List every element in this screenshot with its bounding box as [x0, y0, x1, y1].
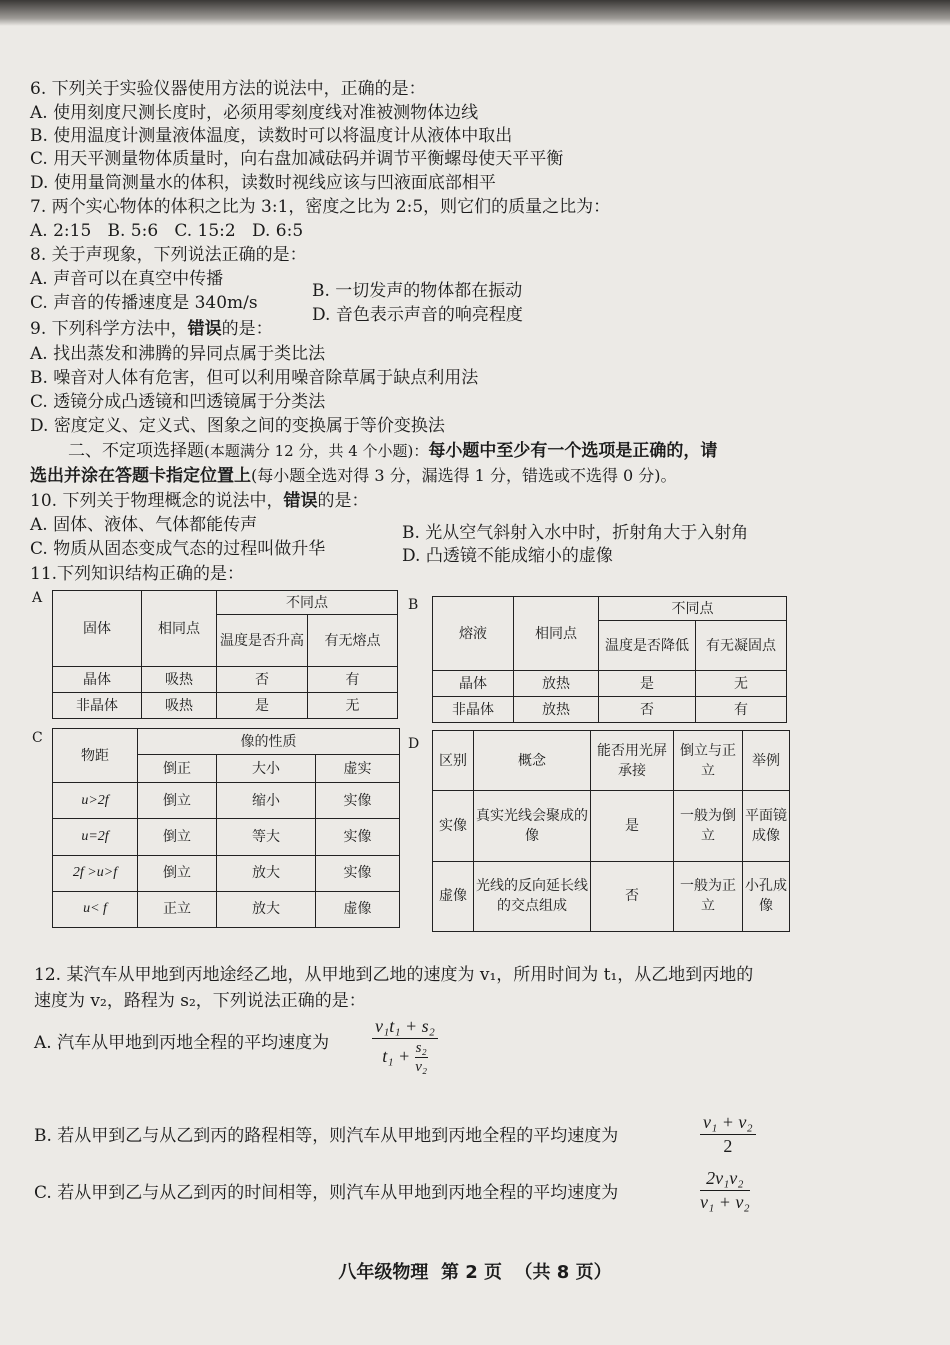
table-b-header: 温度是否降低 [599, 621, 696, 671]
table-cell: 否 [217, 667, 308, 693]
table-b-label: B [408, 597, 419, 613]
table-cell: 非晶体 [53, 693, 142, 719]
table-cell: 虚像 [316, 891, 400, 927]
table-row [433, 697, 787, 723]
table-cell: 有 [696, 697, 787, 723]
q12-formula-a [372, 1016, 438, 1076]
table-cell: 倒立 [138, 855, 217, 891]
q9-option-c: C. 透镜分成凸透镜和凹透镜属于分类法 [30, 392, 326, 412]
table-cell: 是 [591, 791, 674, 861]
section2-heading: 二、不定项选择题(本题满分 12 分，共 4 个小题)：每小题中至少有一个选项是正确的，请 [68, 441, 718, 461]
table-a-header: 相同点 [142, 591, 217, 667]
q6-stem: 6. 下列关于实验仪器使用方法的说法中，正确的是： [30, 79, 426, 99]
q12-option-a: A. 汽车从甲地到丙地全程的平均速度为 [34, 1033, 330, 1053]
table-cell: 否 [599, 697, 696, 723]
q12-option-c: C. 若从甲到乙与从乙到丙的时间相等，则汽车从甲地到丙地全程的平均速度为 [34, 1183, 619, 1203]
table-cell: 一般为倒立 [674, 791, 743, 861]
q10-stem: 10. 下列关于物理概念的说法中，错误的是： [30, 491, 369, 511]
table-d-header: 举例 [743, 731, 790, 791]
formula-a-inner-denominator: v₂ [415, 1059, 428, 1075]
table-d-header: 概念 [474, 731, 591, 791]
table-b [432, 596, 787, 723]
table-c-header: 虚实 [316, 755, 400, 783]
table-cell: 缩小 [217, 783, 316, 819]
q7-options: A. 2:15 B. 5:6 C. 15:2 D. 6:5 [30, 221, 304, 241]
q8-option-b: B. 一切发声的物体都在振动 [312, 281, 523, 301]
table-cell: 一般为正立 [674, 861, 743, 931]
table-cell: 光线的反向延长线的交点组成 [474, 861, 591, 931]
table-c-label: C [32, 730, 43, 746]
table-a-header: 固体 [53, 591, 142, 667]
q9-option-d: D. 密度定义、定义式、图象之间的变换属于等价变换法 [30, 416, 445, 436]
table-d-header: 能否用光屏承接 [591, 731, 674, 791]
formula-a-inner-numerator: s₂ [415, 1040, 427, 1056]
table-cell: 实像 [433, 791, 474, 861]
table-a-header: 温度是否升高 [217, 615, 308, 667]
table-c-header: 像的性质 [138, 729, 400, 755]
table-cell: 2f >u>f [53, 855, 138, 891]
table-b-header: 熔液 [433, 597, 514, 671]
table-row [53, 855, 400, 891]
table-cell: 否 [591, 861, 674, 931]
table-row [433, 861, 790, 931]
table-cell: 有 [308, 667, 398, 693]
q12-formula-c [700, 1168, 750, 1213]
table-cell: 是 [599, 671, 696, 697]
table-cell: u< f [53, 891, 138, 927]
q8-stem: 8. 关于声现象，下列说法正确的是： [30, 245, 307, 265]
page-footer: 八年级物理 第 2 页 （共 8 页） [338, 1262, 612, 1283]
formula-c-numerator: 2v₁v₂ [700, 1168, 750, 1191]
table-cell: 实像 [316, 819, 400, 855]
table-cell: 倒立 [138, 819, 217, 855]
q6-option-c: C. 用天平测量物体质量时，向右盘加减砝码并调节平衡螺母使天平平衡 [30, 149, 564, 169]
table-cell: 实像 [316, 783, 400, 819]
q7-stem: 7. 两个实心物体的体积之比为 3:1，密度之比为 2:5，则它们的质量之比为： [30, 197, 611, 217]
table-b-header: 有无凝固点 [696, 621, 787, 671]
table-cell: 放大 [217, 855, 316, 891]
q12-option-b: B. 若从甲到乙与从乙到丙的路程相等，则汽车从甲地到丙地全程的平均速度为 [34, 1126, 619, 1146]
table-row [433, 791, 790, 861]
table-cell: 晶体 [53, 667, 142, 693]
q10-option-d: D. 凸透镜不能成缩小的虚像 [402, 546, 613, 566]
q11-stem: 11.下列知识结构正确的是： [30, 564, 245, 584]
table-c-header: 倒正 [138, 755, 217, 783]
q9-option-b: B. 噪音对人体有危害，但可以利用噪音除草属于缺点利用法 [30, 368, 479, 388]
q12-stem-line1: 12. 某汽车从甲地到丙地途经乙地，从甲地到乙地的速度为 v₁，所用时间为 t₁，从乙地到丙地的 [34, 965, 754, 985]
table-cell: 真实光线会聚成的像 [474, 791, 591, 861]
table-a-header: 不同点 [217, 591, 398, 615]
q9-option-a: A. 找出蒸发和沸腾的异同点属于类比法 [30, 344, 326, 364]
table-cell: 放热 [514, 697, 599, 723]
table-c-header: 大小 [217, 755, 316, 783]
q8-option-a: A. 声音可以在真空中传播 [30, 269, 224, 289]
table-cell: 吸热 [142, 693, 217, 719]
formula-a-denominator: t₁ + $\frac{\text{s₂}}{\text{v₂}}$ [382, 1040, 428, 1075]
formula-b-numerator: v₁ + v₂ [700, 1112, 756, 1135]
table-cell: 等大 [217, 819, 316, 855]
table-cell: 非晶体 [433, 697, 514, 723]
table-c-header: 物距 [53, 729, 138, 783]
table-cell: 是 [217, 693, 308, 719]
q6-option-d: D. 使用量筒测量水的体积，读数时视线应该与凹液面底部相平 [30, 173, 496, 193]
q10-option-c: C. 物质从固态变成气态的过程叫做升华 [30, 539, 326, 559]
table-cell: 倒立 [138, 783, 217, 819]
table-cell: 吸热 [142, 667, 217, 693]
table-cell: 放大 [217, 891, 316, 927]
formula-b-denominator: 2 [723, 1136, 733, 1156]
table-b-header: 相同点 [514, 597, 599, 671]
table-row [53, 693, 398, 719]
q9-stem: 9. 下列科学方法中，错误的是： [30, 319, 273, 339]
q10-option-a: A. 固体、液体、气体都能传声 [30, 515, 258, 535]
table-cell: 放热 [514, 671, 599, 697]
table-c [52, 728, 400, 928]
q6-option-a: A. 使用刻度尺测长度时，必须用零刻度线对准被测物体边线 [30, 103, 479, 123]
table-cell: 晶体 [433, 671, 514, 697]
table-a-header: 有无熔点 [308, 615, 398, 667]
table-row [53, 667, 398, 693]
table-row [53, 891, 400, 927]
table-cell: 实像 [316, 855, 400, 891]
table-d-label: D [408, 736, 420, 752]
section2-instructions: 选出并涂在答题卡指定位置上(每小题全选对得 3 分，漏选得 1 分，错选或不选得 0 分)。 [30, 466, 677, 486]
q6-option-b: B. 使用温度计测量液体温度，读数时可以将温度计从液体中取出 [30, 126, 513, 146]
table-cell: 小孔成像 [743, 861, 790, 931]
table-d [432, 730, 790, 932]
q8-option-d: D. 音色表示声音的响亮程度 [312, 305, 523, 325]
table-d-header: 区别 [433, 731, 474, 791]
formula-a-numerator: v₁t₁ + s₂ [372, 1016, 438, 1039]
table-cell: 正立 [138, 891, 217, 927]
table-cell: 无 [308, 693, 398, 719]
table-a-label: A [32, 590, 43, 606]
table-row [433, 671, 787, 697]
table-d-header: 倒立与正立 [674, 731, 743, 791]
table-cell: 平面镜成像 [743, 791, 790, 861]
table-b-header: 不同点 [599, 597, 787, 621]
table-cell: u>2f [53, 783, 138, 819]
q8-option-c: C. 声音的传播速度是 340m/s [30, 293, 258, 313]
table-row [53, 819, 400, 855]
q12-stem-line2: 速度为 v₂，路程为 s₂，下列说法正确的是： [34, 991, 366, 1011]
q12-formula-b [700, 1112, 756, 1157]
table-row [53, 783, 400, 819]
table-cell: 无 [696, 671, 787, 697]
table-cell: 虚像 [433, 861, 474, 931]
table-cell: u=2f [53, 819, 138, 855]
q10-option-b: B. 光从空气斜射入水中时，折射角大于入射角 [402, 523, 749, 543]
formula-c-denominator: v₁ + v₂ [700, 1192, 750, 1212]
table-a [52, 590, 398, 719]
